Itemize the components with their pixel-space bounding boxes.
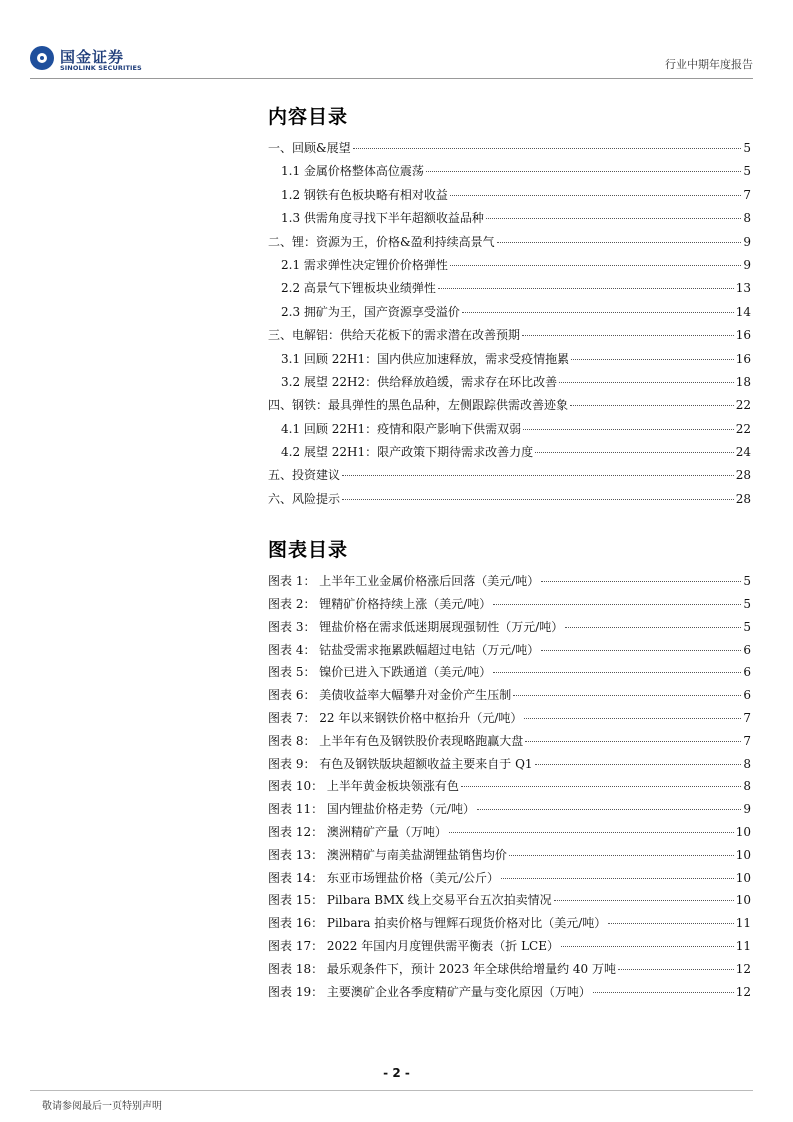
figure-index-entry-text: 图表 14： 东亚市场锂盐价格（美元/公斤） <box>268 870 499 885</box>
toc-entry-page: 8 <box>743 211 751 226</box>
figure-index-entry-text: 图表 2： 锂精矿价格持续上涨（美元/吨） <box>268 597 492 612</box>
toc-entry[interactable] <box>268 233 751 256</box>
dot-leader <box>524 718 741 719</box>
dot-leader <box>541 581 741 582</box>
dot-leader <box>513 695 741 696</box>
toc-entry-text: 1.1 金属价格整体高位震荡 <box>281 164 424 179</box>
figure-index-entry-page: 9 <box>743 802 751 817</box>
dot-leader <box>570 405 734 406</box>
figure-index-entry-page: 10 <box>735 847 751 862</box>
toc-entry[interactable] <box>268 490 751 513</box>
dot-leader <box>461 786 741 787</box>
toc-entry[interactable] <box>268 326 751 349</box>
dot-leader <box>618 969 734 970</box>
footer-divider <box>30 1090 753 1091</box>
toc-entry[interactable] <box>268 256 751 279</box>
figure-index-entry-page: 6 <box>743 688 751 703</box>
figure-index-entry-text: 图表 1： 上半年工业金属价格涨后回落（美元/吨） <box>268 574 540 589</box>
dot-leader <box>522 335 734 336</box>
toc-entry-page: 28 <box>735 468 751 483</box>
toc-entry-page: 22 <box>735 398 751 413</box>
dot-leader <box>525 741 741 742</box>
toc-entry[interactable] <box>268 396 751 419</box>
toc-entry-page: 5 <box>743 141 751 155</box>
figure-index-entry[interactable] <box>268 595 751 618</box>
toc-entry[interactable] <box>268 279 751 302</box>
toc-entry-page: 22 <box>735 421 751 436</box>
figure-index-entry-text: 图表 15： Pilbara BMX 线上交易平台五次拍卖情况 <box>268 893 552 908</box>
figure-index-entry-page: 12 <box>735 984 751 999</box>
dot-leader <box>608 923 733 924</box>
toc-entry[interactable] <box>268 186 751 209</box>
toc-entry-text: 3.1 回顾 22H1：国内供应加速释放，需求受疫情拖累 <box>281 351 570 366</box>
figure-index-entry[interactable] <box>268 641 751 664</box>
dot-leader <box>501 878 734 879</box>
figure-index-entry-text: 图表 13： 澳洲精矿与南美盐湖锂盐销售均价 <box>268 847 507 862</box>
figure-index-entry-text: 图表 5： 镍价已进入下跌通道（美元/吨） <box>268 665 492 680</box>
toc-entry-page: 18 <box>735 374 751 389</box>
figure-index-entry-page: 5 <box>743 619 751 634</box>
figure-index-entry[interactable] <box>268 914 751 937</box>
toc-list <box>268 139 751 513</box>
toc-entry-text: 六、风险提示 <box>268 491 341 506</box>
toc-section <box>268 102 751 513</box>
figure-index-entry-page: 7 <box>743 733 751 748</box>
figure-index-entry-page: 6 <box>743 642 751 657</box>
dot-leader <box>561 946 734 947</box>
figure-index-entry-page: 8 <box>743 779 751 794</box>
toc-entry-page: 13 <box>735 281 751 296</box>
logo-name-cn: 国金证券 <box>60 48 125 66</box>
figure-index-entry[interactable] <box>268 709 751 732</box>
toc-entry-text: 二、锂：资源为王，价格&盈利持续高景气 <box>268 234 495 249</box>
figure-index-entry-page: 5 <box>743 574 751 589</box>
figure-index-entry-page: 8 <box>743 756 751 771</box>
toc-entry-text: 四、钢铁：最具弹性的黑色品种，左侧跟踪供需改善迹象 <box>268 398 569 413</box>
figure-index-entry[interactable] <box>268 732 751 755</box>
toc-entry-page: 28 <box>735 491 751 506</box>
figure-index-section <box>268 535 751 1005</box>
toc-entry-text: 4.2 展望 22H1：限产政策下期待需求改善力度 <box>281 445 534 460</box>
figure-index-entry[interactable] <box>268 755 751 778</box>
toc-entry-page: 14 <box>735 304 751 319</box>
dot-leader <box>450 195 741 196</box>
figure-index-entry[interactable] <box>268 846 751 869</box>
figure-index-entry-text: 图表 11： 国内锂盐价格走势（元/吨） <box>268 802 475 817</box>
dot-leader <box>509 855 734 856</box>
figure-index-entry-page: 11 <box>735 916 751 931</box>
dot-leader <box>593 992 734 993</box>
footer-disclaimer: 敬请参阅最后一页特别声明 <box>42 1101 162 1112</box>
toc-entry[interactable] <box>268 162 751 185</box>
figure-index-entry-text: 图表 3： 锂盐价格在需求低迷期展现强韧性（万元/吨） <box>268 619 564 634</box>
toc-entry[interactable] <box>268 209 751 232</box>
figure-index-entry-page: 7 <box>743 711 751 726</box>
dot-leader <box>493 604 741 605</box>
figure-index-entry-page: 10 <box>735 825 751 840</box>
dot-leader <box>571 359 734 360</box>
figure-index-entry-text: 图表 4： 钴盐受需求拖累跌幅超过电钴（万元/吨） <box>268 642 540 657</box>
figure-index-entry-page: 12 <box>735 961 751 976</box>
toc-entry-text: 1.2 钢铁有色板块略有相对收益 <box>281 187 448 202</box>
figure-index-entry[interactable] <box>268 777 751 800</box>
dot-leader <box>523 429 734 430</box>
figure-index-entry[interactable] <box>268 686 751 709</box>
toc-entry[interactable] <box>268 373 751 396</box>
logo-name-en: SINOLINK SECURITIES <box>60 64 142 72</box>
figure-index-entry[interactable] <box>268 983 751 1006</box>
header-divider <box>30 78 753 79</box>
dot-leader <box>493 672 741 673</box>
figure-index-entry-text: 图表 12： 澳洲精矿产量（万吨） <box>268 825 447 840</box>
figure-index-entry-text: 图表 10： 上半年黄金板块领涨有色 <box>268 779 459 794</box>
brand-logo <box>30 44 160 76</box>
dot-leader <box>535 452 734 453</box>
figure-index-entry-text: 图表 17： 2022 年国内月度锂供需平衡表（折 LCE） <box>268 939 559 953</box>
toc-entry-text: 一、回顾&展望 <box>268 141 351 155</box>
logo-icon <box>30 46 54 70</box>
toc-entry[interactable] <box>268 350 751 373</box>
figure-index-entry-text: 图表 7： 22 年以来钢铁价格中枢抬升（元/吨） <box>268 711 523 726</box>
toc-entry-page: 16 <box>735 351 751 366</box>
dot-leader <box>541 650 741 651</box>
toc-entry-page: 24 <box>735 445 751 460</box>
figure-index-entry-page: 11 <box>735 939 751 953</box>
figure-index-entry[interactable] <box>268 937 751 960</box>
toc-entry-text: 三、电解铝：供给天花板下的需求潜在改善预期 <box>268 328 521 343</box>
page-number: - 2 - <box>383 1066 410 1080</box>
dot-leader <box>426 171 741 172</box>
toc-entry-text: 五、投资建议 <box>268 468 341 483</box>
toc-entry[interactable] <box>268 139 751 162</box>
dot-leader <box>450 265 741 266</box>
figure-index-entry-text: 图表 6： 美债收益率大幅攀升对金价产生压制 <box>268 688 512 703</box>
toc-entry-page: 9 <box>743 234 751 249</box>
figure-index-title: 图表目录 <box>268 539 349 562</box>
figure-index-entry-page: 10 <box>735 893 751 908</box>
figure-index-entry-text: 图表 16： Pilbara 拍卖价格与锂辉石现货价格对比（美元/吨） <box>268 916 607 931</box>
dot-leader <box>486 218 741 219</box>
figure-index-entry-text: 图表 19： 主要澳矿企业各季度精矿产量与变化原因（万吨） <box>268 984 591 999</box>
dot-leader <box>438 288 734 289</box>
toc-entry-page: 9 <box>743 257 751 272</box>
toc-entry-text: 3.2 展望 22H2：供给释放趋缓，需求存在环比改善 <box>281 374 558 389</box>
toc-title: 内容目录 <box>268 106 349 128</box>
dot-leader <box>462 312 734 313</box>
dot-leader <box>497 242 742 243</box>
figure-index-entry[interactable] <box>268 618 751 641</box>
figure-index-entry[interactable] <box>268 960 751 983</box>
figure-index-entry-page: 6 <box>743 665 751 680</box>
toc-entry-text: 2.1 需求弹性决定锂价价格弹性 <box>281 257 448 272</box>
dot-leader <box>342 499 734 500</box>
figure-index-entry[interactable] <box>268 663 751 686</box>
figure-index-entry-text: 图表 18： 最乐观条件下，预计 2023 年全球供给增量约 40 万吨 <box>268 961 616 976</box>
toc-entry[interactable] <box>268 443 751 466</box>
toc-entry-text: 2.3 拥矿为王，国产资源享受溢价 <box>281 304 460 319</box>
dot-leader <box>535 764 742 765</box>
figure-index-entry[interactable] <box>268 572 751 595</box>
dot-leader <box>477 809 741 810</box>
dot-leader <box>342 475 734 476</box>
figure-index-list <box>268 572 751 1005</box>
figure-index-entry-page: 5 <box>743 597 751 612</box>
toc-entry-page: 16 <box>735 328 751 343</box>
toc-entry-text: 1.3 供需角度寻找下半年超额收益品种 <box>281 211 484 226</box>
toc-entry-text: 4.1 回顾 22H1：疫情和限产影响下供需双弱 <box>281 421 522 436</box>
report-type-label: 行业中期年度报告 <box>665 58 753 71</box>
figure-index-entry[interactable] <box>268 800 751 823</box>
main-content <box>268 102 751 1005</box>
toc-entry-page: 5 <box>743 164 751 179</box>
dot-leader <box>565 627 741 628</box>
dot-leader <box>449 832 734 833</box>
figure-index-entry-page: 10 <box>735 870 751 885</box>
toc-entry[interactable] <box>268 420 751 443</box>
toc-entry[interactable] <box>268 303 751 326</box>
figure-index-entry[interactable] <box>268 891 751 914</box>
figure-index-entry[interactable] <box>268 869 751 892</box>
figure-index-entry[interactable] <box>268 823 751 846</box>
toc-entry-page: 7 <box>743 187 751 202</box>
figure-index-entry-text: 图表 8： 上半年有色及钢铁股价表现略跑赢大盘 <box>268 733 524 748</box>
page-header <box>0 0 793 80</box>
figure-index-entry-text: 图表 9： 有色及钢铁版块超额收益主要来自于 Q1 <box>268 756 533 771</box>
dot-leader <box>559 382 734 383</box>
dot-leader <box>353 148 742 149</box>
dot-leader <box>554 900 734 901</box>
toc-entry-text: 2.2 高景气下锂板块业绩弹性 <box>281 281 436 296</box>
toc-entry[interactable] <box>268 466 751 489</box>
